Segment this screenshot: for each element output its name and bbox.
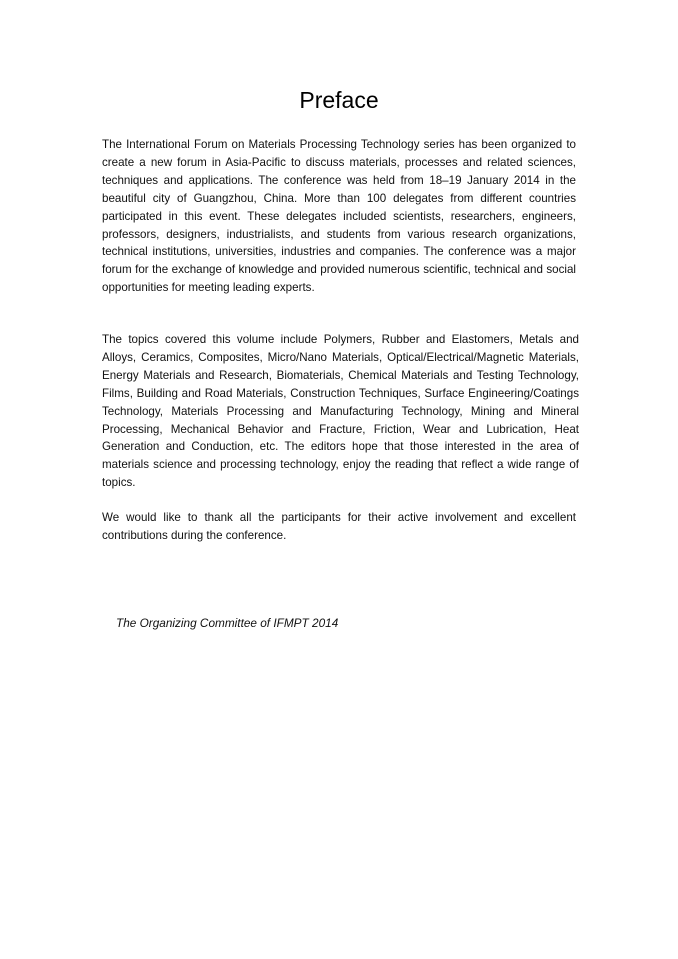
- signature: The Organizing Committee of IFMPT 2014: [116, 616, 339, 630]
- paragraph-topics: The topics covered this volume include Polymers, Rubber and Elastomers, Metals and Alloys, Ceramics, Composites, Micro/Nano Materials, Optical/Electrical/Magnetic Materials, Energy Materials and Research, Biomaterials, Chemical Materials and Testing Technology, Films, Building and Road Materials, Construction Techniques, Surface Engineering/Coatings Technology, Materials Processing and Manufacturing Technology, Mining and Mineral Processing, Mechanical Behavior and Fracture, Friction, Wear and Lubrication, Heat Generation and Conduction, etc. The editors hope that those interested in the area of materials science and processing technology, enjoy the reading that reflect a wide range of topics.: [102, 333, 579, 490]
- paragraph-intro: The International Forum on Materials Processing Technology series has been organized to create a new forum in Asia-Pacific to discuss materials, processes and related sciences, techniques and applications. The conference was held from 18–19 January 2014 in the beautiful city of Guangzhou, China. More than 100 delegates from different countries participated in this event. These delegates included scientists, researchers, engineers, professors, designers, industrialists, and students from various research organizations, technical institutions, universities, industries and companies. The conference was a major forum for the exchange of knowledge and provided numerous scientific, technical and social opportunities for meeting leading experts.: [102, 138, 576, 295]
- page-title: Preface: [299, 87, 379, 113]
- paragraph-thanks: We would like to thank all the participants for their active involvement and excellent contributions during the conference.: [102, 511, 576, 542]
